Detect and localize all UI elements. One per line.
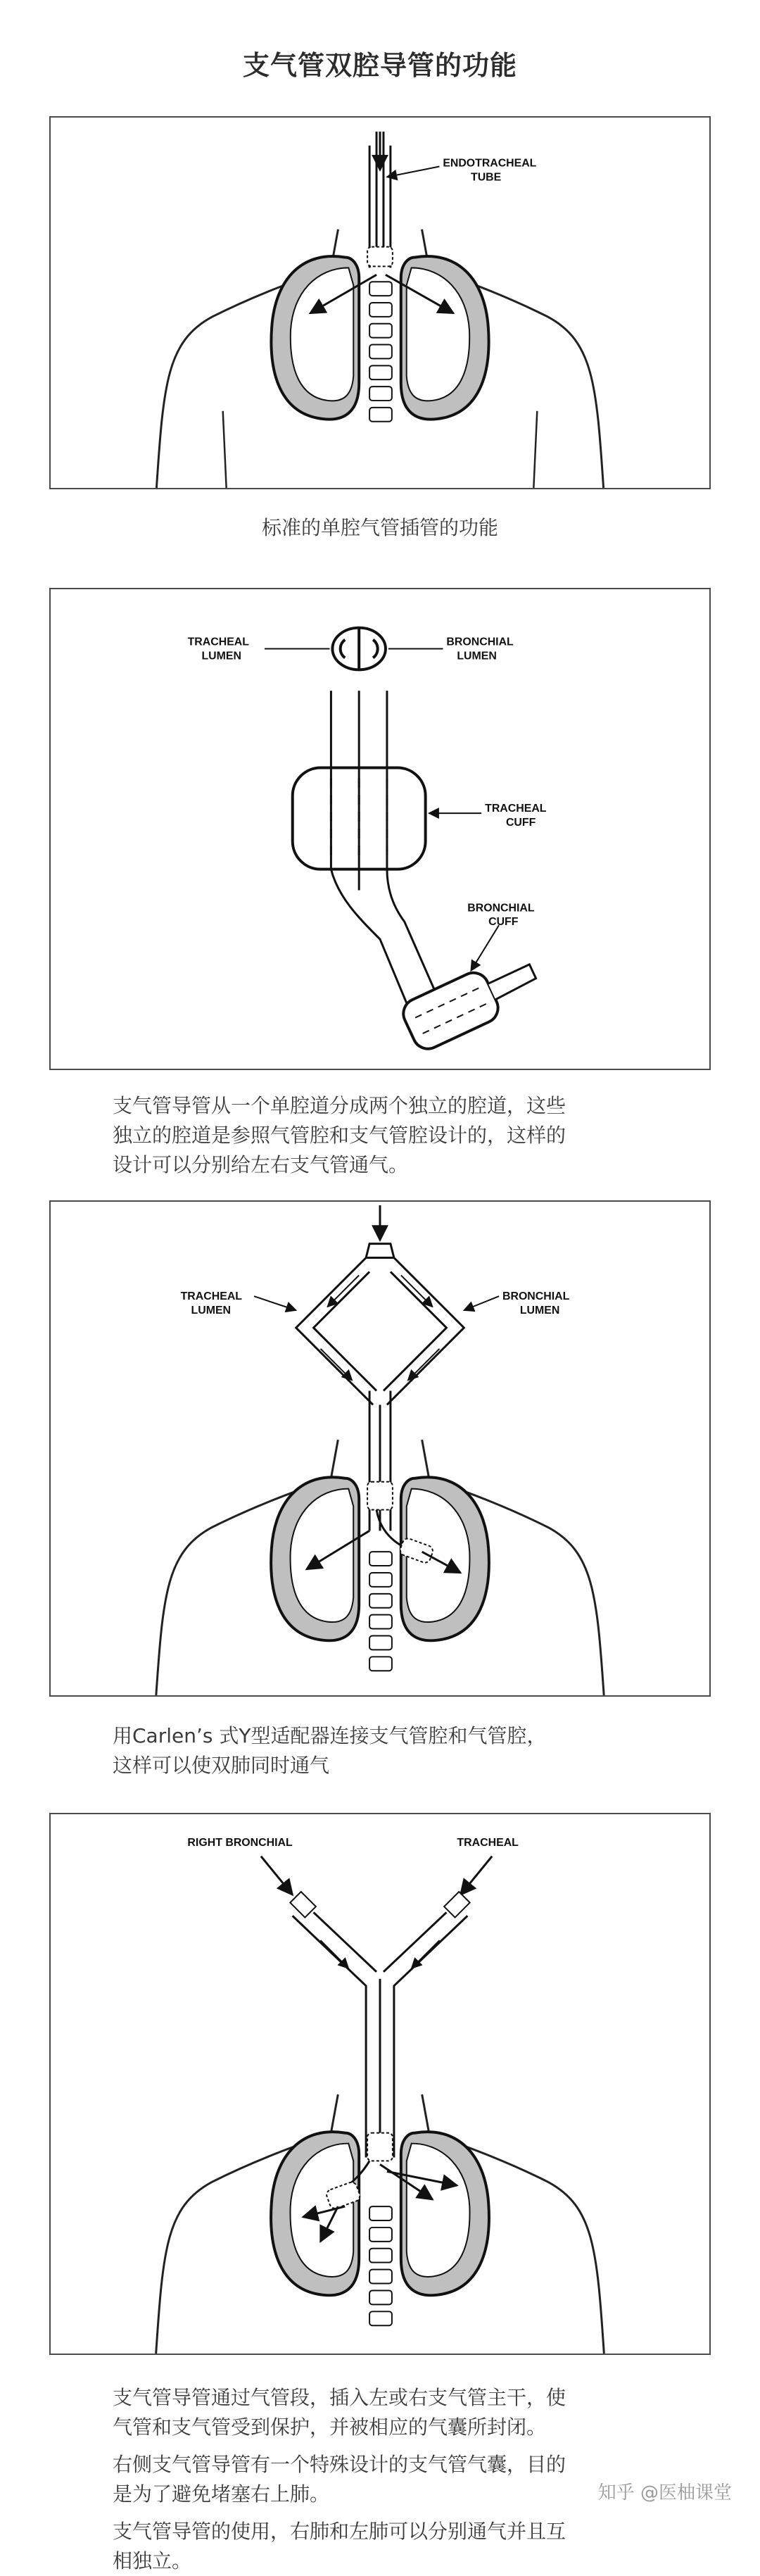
label-tracheal-lumen-2: LUMEN [191,1305,232,1317]
label-bronchial-cuff-2: CUFF [488,916,519,929]
watermark [598,2478,732,2504]
page-title: 支气管双腔导管的功能 [242,50,517,81]
label-endotracheal: ENDOTRACHEAL [443,157,537,170]
diagram-panel-carlens-adapter [49,1200,711,1697]
panel4-caption-2 [113,2450,647,2509]
label-bronchial-lumen: BRONCHIAL [446,636,514,648]
label-tracheal-lumen-2: LUMEN [201,650,241,662]
caption-line: 设计可以分别给左右支气管通气。 [113,1153,409,1176]
caption-line: 这样可以使双肺同时通气 [113,1754,330,1777]
panel2-caption [113,1091,647,1180]
spine [369,1552,392,1671]
caption-line: 支气管导管的使用，右肺和左肺可以分别通气并且互 [113,2520,566,2543]
label-bronchial-lumen-2: LUMEN [457,650,497,662]
caption-line: 是为了避免堵塞右上肺。 [113,2482,330,2506]
lumen-cross-section [332,628,386,670]
spine [369,282,392,421]
label-right-bronchial: RIGHT BRONCHIAL [187,1836,293,1849]
watermark-author: @医柚课堂 [640,2482,732,2503]
label-bronchial-cuff: BRONCHIAL [467,902,535,915]
double-lumen-tube-diagram [51,589,709,1069]
tube-cuff [367,247,393,267]
panel3-caption [113,1721,647,1780]
watermark-platform: 知乎 [597,2482,635,2503]
label-tracheal-lumen: TRACHEAL [187,636,250,648]
caption-line: 用Carlen’s 式Y型适配器连接支气管腔和气管腔， [113,1724,547,1747]
panel1-caption: 标准的单腔气管插管的功能 [261,516,498,539]
spine [369,2206,392,2325]
caption-line: 独立的腔道是参照气管腔和支气管腔设计的，这样的 [113,1124,566,1147]
carlens-adapter-diagram [51,1202,709,1695]
diagram-panel-bronchial-placement [49,1813,711,2355]
label-tracheal-cuff-2: CUFF [505,817,536,829]
y-adapter [296,1244,464,1405]
panel4-caption-3 [113,2517,647,2572]
label-tube: TUBE [471,171,502,184]
label-bronchial-lumen: BRONCHIAL [502,1290,570,1303]
label-tracheal: TRACHEAL [457,1836,519,1849]
y-tube [293,1912,468,2157]
diagram-panel-double-lumen-tube [49,588,711,1070]
caption-line: 支气管导管通过气管段，插入左或右支气管主干，使 [113,2386,566,2409]
panel4-caption-1 [113,2383,647,2442]
caption-line: 右侧支气管导管有一个特殊设计的支气管气囊，目的 [113,2453,566,2476]
caption-line: 气管和支气管受到保护，并被相应的气囊所封闭。 [113,2415,547,2439]
double-lumen-tube [331,691,443,1023]
label-bronchial-lumen-2: LUMEN [519,1305,560,1317]
single-lumen-diagram [51,118,709,488]
bronchial-cuff [398,948,544,1054]
diagram-panel-single-lumen [49,116,711,489]
bronchial-placement-diagram [51,1814,709,2354]
label-tracheal-lumen: TRACHEAL [180,1290,243,1303]
label-tracheal-cuff: TRACHEAL [485,803,547,815]
caption-line: 相独立。 [113,2549,192,2572]
caption-line: 支气管导管从一个单腔道分成两个独立的腔道，这些 [113,1094,566,1117]
